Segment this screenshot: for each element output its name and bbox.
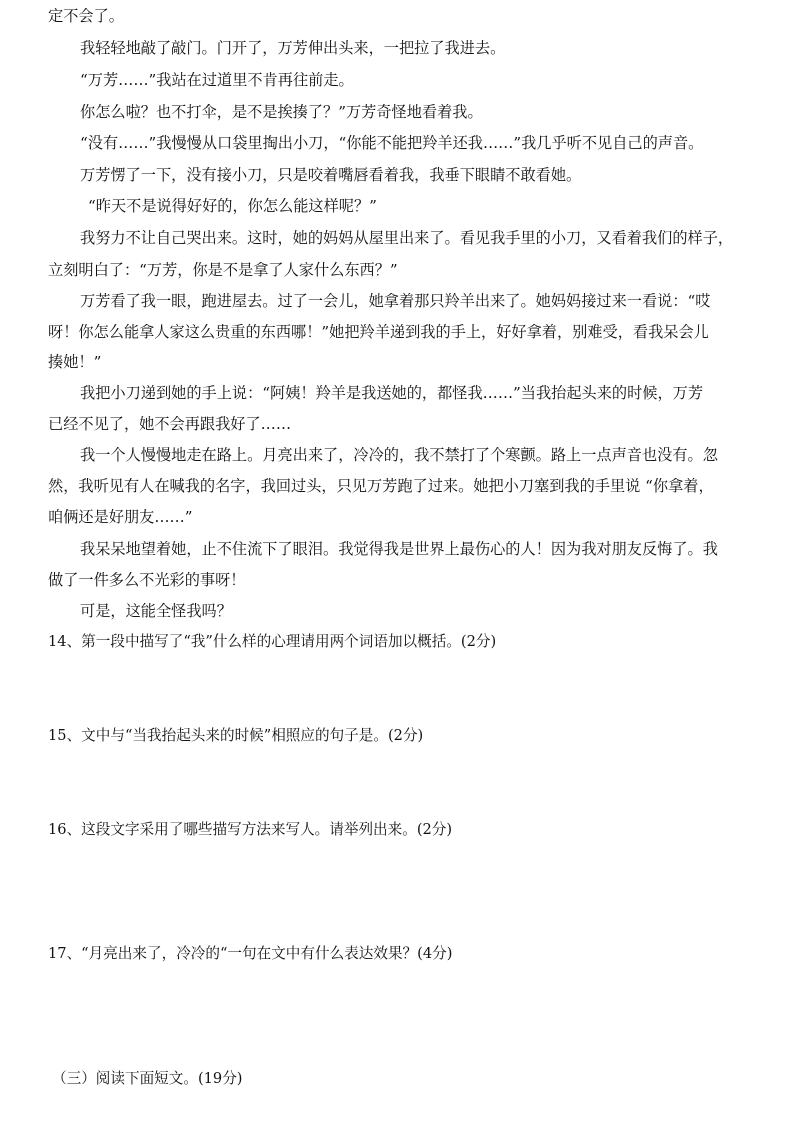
passage-line: 你怎么啦？也不打伞，是不是挨揍了？”万芳奇怪地看着我。: [80, 103, 483, 121]
passage-line: “昨天不是说得好好的，你怎么能这样呢？”: [88, 197, 377, 215]
passage-line: 我呆呆地望着她，止不住流下了眼泪。我觉得我是世界上最伤心的人！因为我对朋友反悔了。我: [80, 540, 718, 558]
passage-line: 我一个人慢慢地走在路上。月亮出来了，冷冷的，我不禁打了个寒颤。路上一点声音也没有。忽: [80, 446, 718, 464]
passage-line: “没有……”我慢慢从口袋里掏出小刀，“你能不能把羚羊还我……”我几乎听不见自己的声音。: [80, 134, 704, 152]
passage-line: 万芳愣了一下，没有接小刀，只是咬着嘴唇看着我，我垂下眼睛不敢看她。: [80, 166, 582, 184]
question-14: 14、第一段中描写了“我”什么样的心理请用两个词语加以概括。(2分): [48, 633, 497, 650]
passage-line: 可是，这能全怪我吗？: [80, 602, 232, 620]
passage-line: 我努力不让自己哭出来。这时，她的妈妈从屋里出来了。看见我手里的小刀，又看着我们的样子，: [80, 229, 734, 247]
passage-line: 揍她！”: [48, 353, 102, 371]
passage-line: 我轻轻地敲了敲门。门开了，万芳伸出头来，一把拉了我进去。: [80, 39, 506, 57]
passage-line: 定不会了。: [48, 7, 124, 25]
passage-line: 万芳看了我一眼，跑进屋去。过了一会儿，她拿着那只羚羊出来了。她妈妈接过来一看说：“哎: [80, 292, 711, 310]
passage-line: 然，我听见有人在喊我的名字，我回过头，只见万芳跑了过来。她把小刀塞到我的手里说 “你拿着，: [48, 477, 714, 495]
passage-line: 我把小刀递到她的手上说：“阿姨！羚羊是我送她的，都怪我……”当我抬起头来的时候，万芳: [80, 384, 704, 402]
passage-line: 立刻明白了：“万芳，你是不是拿了人家什么东西？”: [48, 261, 398, 279]
passage-line: 咱俩还是好朋友……”: [48, 508, 193, 526]
passage-line: 呀！你怎么能拿人家这么贵重的东西哪！”她把羚羊递到我的手上，好好拿着，别难受，看我呆会儿: [48, 323, 709, 341]
passage-line: “万芳……”我站在过道里不肯再往前走。: [80, 71, 354, 89]
passage-line: 做了一件多么不光彩的事呀！: [48, 571, 246, 589]
section-heading: （三）阅读下面短文。(19分): [52, 1070, 243, 1087]
passage-line: 已经不见了，她不会再跟我好了……: [48, 415, 291, 433]
question-16: 16、这段文字采用了哪些描写方法来写人。请举列出来。(2分): [48, 821, 453, 838]
question-15: 15、文中与“当我抬起头来的时候”相照应的句子是。(2分): [48, 727, 424, 744]
question-17: 17、“月亮出来了，冷冷的“一句在文中有什么表达效果？(4分): [48, 945, 453, 962]
